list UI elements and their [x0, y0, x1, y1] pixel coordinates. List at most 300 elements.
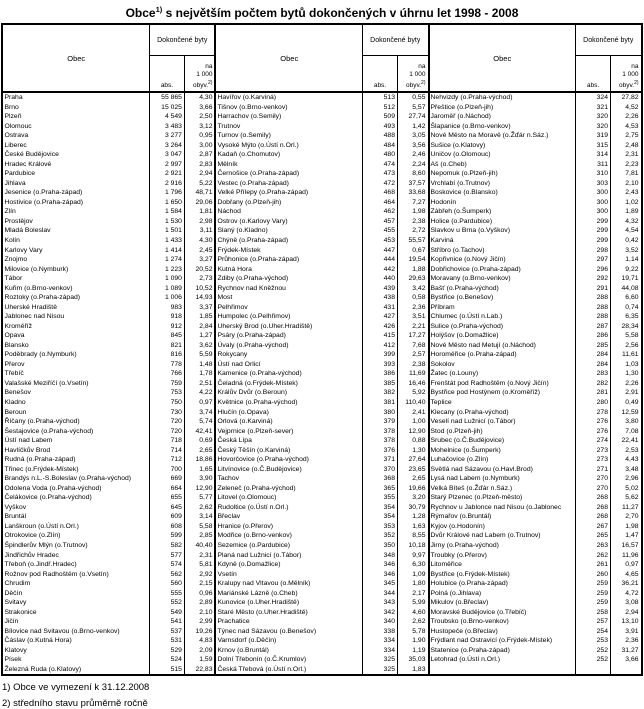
- municipality-name: Rudoltice (o.Ústí n.Orl.): [215, 503, 362, 513]
- dwellings-per-1000: [611, 665, 642, 676]
- dwellings-per-1000: 1,30: [611, 369, 642, 379]
- dwellings-abs: 262: [576, 551, 611, 561]
- municipality-name: Nové Město na Moravě (o.Žďár n.Sáz.): [429, 131, 576, 141]
- municipality-name: Harrachov (o.Semily): [215, 112, 362, 122]
- dwellings-per-1000: 2,43: [611, 188, 642, 198]
- dwellings-abs: 574: [149, 560, 184, 570]
- dwellings-per-1000: 3,27: [184, 255, 215, 265]
- table-row: [2, 436, 641, 446]
- dwellings-abs: 462: [362, 207, 397, 217]
- municipality-name: Hostivice (o.Praha-západ): [4, 198, 84, 206]
- table-row: [2, 274, 641, 284]
- municipality-name: Liberec: [4, 141, 27, 149]
- dwellings-per-1000: 37,57: [397, 179, 428, 189]
- dwellings-abs: 816: [149, 350, 184, 360]
- dwellings-abs: 297: [576, 255, 611, 265]
- municipality-name: Písek: [4, 656, 22, 664]
- dwellings-abs: 350: [362, 541, 397, 551]
- dwellings-abs: 609: [149, 512, 184, 522]
- table-row: [2, 312, 641, 322]
- municipality-name: Nehvizdy (o.Praha-východ): [429, 92, 576, 103]
- dwellings-per-1000: 22,83: [184, 665, 215, 676]
- dwellings-abs: 714: [149, 446, 184, 456]
- dwellings-abs: 378: [362, 436, 397, 446]
- dwellings-abs: 385: [362, 379, 397, 389]
- dwellings-abs: 1 274: [149, 255, 184, 265]
- dwellings-per-1000: 48,71: [184, 188, 215, 198]
- table-row: [2, 122, 641, 132]
- municipality-name: Svitavy: [4, 599, 27, 607]
- dwellings-per-1000: 4,53: [611, 122, 642, 132]
- dwellings-abs: 447: [362, 246, 397, 256]
- dwellings-per-1000: 2,70: [611, 512, 642, 522]
- municipality-name: Praha: [4, 94, 23, 101]
- municipality-name: Troubsko (o.Brno-venkov): [429, 617, 576, 627]
- dwellings-abs: 334: [362, 646, 397, 656]
- municipality-name: Zábřeh (o.Šumperk): [429, 207, 576, 217]
- table-row: [2, 255, 641, 265]
- dwellings-per-1000: 2,10: [184, 608, 215, 618]
- municipality-name: Bašť (o.Praha-východ): [429, 284, 576, 294]
- dwellings-abs: 1 090: [149, 274, 184, 284]
- dwellings-per-1000: 1,48: [184, 360, 215, 370]
- dwellings-abs: 493: [362, 122, 397, 132]
- municipality-name: Jesenice (o.Praha-západ): [4, 189, 83, 197]
- municipality-name: Kutná Hora: [215, 265, 362, 275]
- municipality-name: Staré Město (o.Uher.Hradiště): [215, 608, 362, 618]
- table-row: [2, 617, 641, 627]
- dwellings-per-1000: 42,41: [184, 427, 215, 437]
- dwellings-per-1000: 5,02: [611, 484, 642, 494]
- municipality-name: Příbram: [429, 303, 576, 313]
- municipality-name: Jindřichův Hradec: [4, 551, 59, 559]
- dwellings-abs: 267: [576, 522, 611, 532]
- dwellings-abs: 555: [149, 589, 184, 599]
- dwellings-abs: 288: [576, 303, 611, 313]
- dwellings-abs: 285: [576, 341, 611, 351]
- dwellings-abs: 3 047: [149, 150, 184, 160]
- column-header-abs-1: abs.: [149, 56, 184, 93]
- dwellings-per-1000: 19,71: [611, 274, 642, 284]
- dwellings-per-1000: 1,27: [184, 331, 215, 341]
- dwellings-abs: 599: [149, 531, 184, 541]
- dwellings-abs: 310: [576, 169, 611, 179]
- dwellings-per-1000: 3,05: [397, 131, 428, 141]
- dwellings-abs: 509: [362, 112, 397, 122]
- dwellings-abs: 1 089: [149, 284, 184, 294]
- table-row: [2, 388, 641, 398]
- dwellings-per-1000: 5,92: [397, 388, 428, 398]
- dwellings-per-1000: 12,59: [611, 408, 642, 418]
- dwellings-per-1000: 4,30: [184, 92, 215, 103]
- dwellings-abs: 473: [362, 169, 397, 179]
- footnote-2: 2) středního stavu průměrně ročně: [2, 698, 148, 709]
- municipality-name: Klatovy: [4, 646, 27, 654]
- municipality-name: Rychnov nad Kněžnou: [215, 284, 362, 294]
- municipality-name: Klecany (o.Praha-východ): [429, 408, 576, 418]
- dwellings-abs: 270: [576, 474, 611, 484]
- dwellings-abs: 343: [362, 598, 397, 608]
- dwellings-abs: 252: [576, 646, 611, 656]
- municipality-name: Psáry (o.Praha-západ): [215, 331, 362, 341]
- dwellings-per-1000: 0,58: [397, 293, 428, 303]
- dwellings-per-1000: 1,89: [611, 207, 642, 217]
- dwellings-abs: 346: [362, 570, 397, 580]
- dwellings-per-1000: 2,45: [184, 246, 215, 256]
- title-rest: s největším počtem bytů dokončených v úhrnu let 1998 - 2008: [162, 6, 519, 20]
- dwellings-per-1000: 3,66: [184, 103, 215, 113]
- municipality-name: [429, 665, 576, 676]
- municipality-name: Přerov: [4, 360, 25, 368]
- municipality-name: Srubec (o.Č.Budějovice): [429, 436, 576, 446]
- dwellings-abs: 252: [576, 655, 611, 665]
- dwellings-per-1000: 10,18: [397, 541, 428, 551]
- dwellings-abs: 2 921: [149, 169, 184, 179]
- dwellings-abs: 299: [576, 236, 611, 246]
- municipality-name: Kdyně (o.Domažlice): [215, 560, 362, 570]
- dwellings-per-1000: 2,73: [184, 274, 215, 284]
- table-row: [2, 417, 641, 427]
- dwellings-per-1000: 110,40: [397, 398, 428, 408]
- table-row: [2, 322, 641, 332]
- municipality-name: Dobřany (o.Plzeň-jih): [215, 198, 362, 208]
- municipality-name: Horoměřice (o.Praha-západ): [429, 350, 576, 360]
- municipality-name: Poděbrady (o.Nymburk): [4, 351, 77, 359]
- column-header-per-1000-1: na 1 000 obyv.$^{2)}$: [184, 56, 215, 93]
- municipality-name: Ústí nad Labem: [4, 437, 53, 445]
- dwellings-per-1000: 2,65: [184, 446, 215, 456]
- municipality-name: Mariánské Lázně (o.Cheb): [215, 589, 362, 599]
- municipality-name: Slavkov u Brna (o.Vyškov): [429, 226, 576, 236]
- dwellings-abs: 257: [576, 617, 611, 627]
- dwellings-abs: 263: [576, 541, 611, 551]
- municipality-name: České Budějovice: [4, 151, 59, 159]
- dwellings-per-1000: 0,49: [611, 398, 642, 408]
- dwellings-per-1000: 7,27: [397, 198, 428, 208]
- municipality-name: Břeclav: [215, 512, 362, 522]
- municipality-name: Zlín: [4, 208, 16, 216]
- dwellings-abs: 291: [576, 284, 611, 294]
- dwellings-abs: 412: [362, 341, 397, 351]
- dwellings-per-1000: 2,87: [184, 150, 215, 160]
- municipality-name: Kralupy nad Vltavou (o.Mělník): [215, 579, 362, 589]
- dwellings-per-1000: 3,56: [397, 141, 428, 151]
- dwellings-per-1000: 2,38: [397, 217, 428, 227]
- dwellings-abs: 288: [576, 293, 611, 303]
- dwellings-per-1000: 30,79: [397, 503, 428, 513]
- dwellings-abs: 278: [576, 408, 611, 418]
- municipalities-table: [1, 23, 642, 676]
- dwellings-per-1000: 4,43: [611, 455, 642, 465]
- column-header-dokoncene-byty-3: Dokončené byty: [576, 24, 642, 56]
- dwellings-per-1000: 16,46: [397, 379, 428, 389]
- municipality-name: Rudná (o.Praha-západ): [4, 456, 76, 464]
- municipality-name: Karlovy Vary: [4, 246, 43, 254]
- table-row: [2, 608, 641, 618]
- dwellings-per-1000: 1,28: [397, 512, 428, 522]
- dwellings-abs: 286: [576, 331, 611, 341]
- municipality-name: Špindlerův Mlýn (o.Trutnov): [4, 541, 88, 549]
- dwellings-per-1000: 3,37: [184, 303, 215, 313]
- dwellings-per-1000: 1,14: [611, 255, 642, 265]
- dwellings-abs: 381: [362, 398, 397, 408]
- column-header-per-1000-2: na 1 000 obyv.$^{2)}$: [397, 56, 428, 93]
- dwellings-per-1000: 2,83: [184, 160, 215, 170]
- dwellings-per-1000: 2,50: [184, 112, 215, 122]
- municipality-name: Květnice (o.Praha-východ): [215, 398, 362, 408]
- municipality-name: Vyškov: [4, 503, 27, 511]
- dwellings-per-1000: 3,12: [184, 122, 215, 132]
- municipality-name: Nové Město nad Metují (o.Náchod): [429, 341, 576, 351]
- dwellings-abs: 426: [362, 322, 397, 332]
- municipality-name: Kyjov (o.Hodonín): [429, 522, 576, 532]
- dwellings-per-1000: 2,51: [184, 379, 215, 389]
- dwellings-abs: 299: [576, 226, 611, 236]
- table-row: [2, 226, 641, 236]
- dwellings-per-1000: 0,97: [184, 398, 215, 408]
- dwellings-per-1000: 5,22: [184, 179, 215, 189]
- dwellings-per-1000: 35,03: [397, 655, 428, 665]
- dwellings-per-1000: 2,94: [184, 169, 215, 179]
- municipality-name: Starý Plzenec (o.Plzeň-město): [429, 493, 576, 503]
- dwellings-per-1000: 4,83: [184, 636, 215, 646]
- dwellings-abs: 1 584: [149, 207, 184, 217]
- dwellings-abs: 438: [362, 293, 397, 303]
- table-row: [2, 92, 641, 103]
- dwellings-per-1000: 1,09: [397, 570, 428, 580]
- dwellings-per-1000: 1,85: [184, 312, 215, 322]
- municipality-name: Moravany (o.Brno-venkov): [429, 274, 576, 284]
- municipality-name: Tábor: [4, 275, 23, 283]
- dwellings-per-1000: 2,46: [397, 150, 428, 160]
- municipality-name: Hradec Králové: [4, 160, 52, 168]
- dwellings-abs: 274: [576, 436, 611, 446]
- table-row: [2, 160, 641, 170]
- dwellings-abs: 354: [362, 503, 397, 513]
- municipality-name: Černošice (o.Praha-západ): [215, 169, 362, 179]
- dwellings-abs: 393: [362, 360, 397, 370]
- dwellings-abs: 265: [576, 531, 611, 541]
- dwellings-abs: 268: [576, 512, 611, 522]
- municipality-name: Olomouc: [4, 122, 32, 130]
- dwellings-abs: 300: [576, 198, 611, 208]
- dwellings-per-1000: 33,68: [397, 188, 428, 198]
- table-row: [2, 217, 641, 227]
- dwellings-abs: 276: [576, 417, 611, 427]
- dwellings-per-1000: 0,88: [397, 436, 428, 446]
- table-header: [2, 24, 641, 92]
- municipality-name: Kopřivnice (o.Nový Jičín): [429, 255, 576, 265]
- dwellings-abs: 399: [362, 350, 397, 360]
- dwellings-abs: 276: [576, 427, 611, 437]
- dwellings-per-1000: 8,60: [397, 169, 428, 179]
- dwellings-abs: 325: [362, 665, 397, 676]
- municipality-name: Chrudim: [4, 580, 31, 588]
- dwellings-per-1000: 9,97: [397, 551, 428, 561]
- municipality-name: Plzeň: [4, 113, 22, 121]
- municipality-name: Luhačovice (o.Zlín): [429, 455, 576, 465]
- dwellings-abs: 549: [149, 608, 184, 618]
- dwellings-abs: 280: [576, 398, 611, 408]
- dwellings-abs: 700: [149, 465, 184, 475]
- municipality-name: Velká Bíteš (o.Žďár n.Sáz.): [429, 484, 576, 494]
- dwellings-abs: 912: [149, 322, 184, 332]
- municipality-name: Česká Lípa: [215, 436, 362, 446]
- dwellings-per-1000: 5,62: [611, 493, 642, 503]
- table-row: [2, 598, 641, 608]
- dwellings-abs: 474: [362, 160, 397, 170]
- dwellings-per-1000: 19,54: [397, 255, 428, 265]
- dwellings-abs: 1 796: [149, 188, 184, 198]
- dwellings-abs: 821: [149, 341, 184, 351]
- dwellings-per-1000: 19,66: [397, 484, 428, 494]
- table-row: [2, 141, 641, 151]
- dwellings-abs: 300: [576, 188, 611, 198]
- municipality-name: Dvůr Králové nad Labem (o.Trutnov): [429, 531, 576, 541]
- dwellings-abs: 342: [362, 608, 397, 618]
- footnote-1: 1) Obce ve vymezení k 31.12.2008: [2, 682, 150, 694]
- dwellings-per-1000: 3,52: [611, 246, 642, 256]
- dwellings-per-1000: 2,89: [184, 598, 215, 608]
- table-row: [2, 408, 641, 418]
- dwellings-per-1000: 1,80: [397, 579, 428, 589]
- dwellings-abs: 664: [149, 484, 184, 494]
- municipality-name: Litvínovice (o.Č.Budějovice): [215, 465, 362, 475]
- dwellings-per-1000: 2,72: [397, 226, 428, 236]
- header-row-top: [2, 24, 641, 56]
- column-header-per-1000-3: na 1 000 obyv.$^{2)}$: [611, 56, 642, 93]
- municipality-name: Rokycany: [215, 350, 362, 360]
- dwellings-abs: 268: [576, 493, 611, 503]
- dwellings-per-1000: 1,98: [611, 522, 642, 532]
- municipality-name: Aš (o.Cheb): [429, 160, 576, 170]
- dwellings-per-1000: 5,74: [184, 417, 215, 427]
- dwellings-abs: 55 865: [149, 92, 184, 103]
- dwellings-abs: 378: [362, 427, 397, 437]
- table-body: [2, 92, 641, 675]
- dwellings-per-1000: 1,47: [611, 531, 642, 541]
- municipality-name: Kolín: [4, 236, 20, 244]
- dwellings-per-1000: 4,54: [611, 226, 642, 236]
- municipality-name: Jablonec nad Nisou: [4, 313, 65, 321]
- dwellings-abs: 753: [149, 388, 184, 398]
- table-row: [2, 369, 641, 379]
- municipality-name: Jaroměř (o.Náchod): [429, 112, 576, 122]
- municipality-name: Holubice (o.Praha-západ): [429, 579, 576, 589]
- dwellings-abs: 537: [149, 627, 184, 637]
- dwellings-per-1000: 2,99: [184, 617, 215, 627]
- dwellings-per-1000: 11,27: [611, 503, 642, 513]
- dwellings-per-1000: 0,95: [184, 131, 215, 141]
- dwellings-abs: 315: [576, 141, 611, 151]
- municipality-name: Jičín: [4, 618, 19, 626]
- dwellings-abs: 353: [362, 522, 397, 532]
- dwellings-per-1000: 40,40: [184, 541, 215, 551]
- municipality-name: Kladno: [4, 399, 26, 406]
- dwellings-per-1000: 18,86: [184, 455, 215, 465]
- dwellings-per-1000: 1,63: [397, 522, 428, 532]
- dwellings-per-1000: 0,97: [611, 560, 642, 570]
- dwellings-abs: 560: [149, 579, 184, 589]
- dwellings-per-1000: 2,31: [184, 551, 215, 561]
- dwellings-abs: 270: [576, 484, 611, 494]
- municipality-name: Třinec (o.Frýdek-Místek): [4, 465, 79, 473]
- dwellings-per-1000: 2,91: [611, 388, 642, 398]
- municipality-name: Hranice (o.Přerov): [215, 522, 362, 532]
- dwellings-per-1000: 27,82: [611, 92, 642, 103]
- dwellings-abs: 298: [576, 246, 611, 256]
- dwellings-per-1000: 3,42: [397, 284, 428, 294]
- dwellings-per-1000: 2,85: [184, 531, 215, 541]
- municipality-name: Ostrov (o.Karlovy Vary): [215, 217, 362, 227]
- municipality-name: Tišnov (o.Brno-venkov): [215, 103, 362, 113]
- municipality-name: Pardubice: [4, 170, 36, 178]
- table-row: [2, 341, 641, 351]
- dwellings-per-1000: 7,81: [611, 169, 642, 179]
- table-row: [2, 579, 641, 589]
- dwellings-per-1000: 14,93: [184, 293, 215, 303]
- municipality-name: Strakonice: [4, 608, 37, 616]
- municipality-name: Beroun: [4, 408, 27, 416]
- table-row: [2, 627, 641, 637]
- municipality-name: Planá nad Lužnicí (o.Tábor): [215, 551, 362, 561]
- dwellings-per-1000: 3,51: [397, 312, 428, 322]
- municipality-name: Uherské Hradiště: [4, 303, 57, 311]
- dwellings-per-1000: 0,55: [397, 92, 428, 103]
- municipality-name: Dolní Třebonín (o.Č.Krumlov): [215, 655, 362, 665]
- dwellings-abs: 287: [576, 322, 611, 332]
- dwellings-abs: 442: [362, 265, 397, 275]
- municipality-name: Modřice (o.Brno-venkov): [215, 531, 362, 541]
- dwellings-abs: 4 549: [149, 112, 184, 122]
- dwellings-abs: 655: [149, 493, 184, 503]
- dwellings-abs: 515: [149, 665, 184, 676]
- municipality-name: Nepomuk (o.Plzeň-jih): [429, 169, 576, 179]
- page-title: [0, 0, 644, 20]
- table-row: [2, 131, 641, 141]
- dwellings-per-1000: 0,74: [611, 303, 642, 313]
- dwellings-per-1000: 0,42: [611, 236, 642, 246]
- dwellings-per-1000: 2,84: [184, 322, 215, 332]
- dwellings-per-1000: 20,52: [184, 265, 215, 275]
- column-header-abs-3: abs.: [576, 56, 611, 93]
- dwellings-abs: [576, 665, 611, 676]
- dwellings-abs: 529: [149, 646, 184, 656]
- dwellings-per-1000: 2,09: [184, 646, 215, 656]
- dwellings-per-1000: 2,38: [397, 360, 428, 370]
- dwellings-per-1000: 2,26: [611, 112, 642, 122]
- dwellings-per-1000: 2,53: [611, 446, 642, 456]
- dwellings-per-1000: 2,41: [397, 408, 428, 418]
- dwellings-per-1000: 8,55: [397, 531, 428, 541]
- dwellings-abs: 608: [149, 522, 184, 532]
- dwellings-abs: 645: [149, 503, 184, 513]
- dwellings-abs: 513: [362, 92, 397, 103]
- municipality-name: Litoměřice: [429, 560, 576, 570]
- column-header-obec-2: Obec: [215, 24, 362, 92]
- dwellings-per-1000: 4,22: [184, 388, 215, 398]
- municipality-name: Brandýs n.L.-S.Boleslav (o.Praha-východ): [4, 475, 132, 483]
- title-prefix: Obce: [125, 6, 156, 20]
- dwellings-abs: 524: [149, 655, 184, 665]
- dwellings-per-1000: 2,15: [184, 579, 215, 589]
- dwellings-abs: 512: [362, 103, 397, 113]
- dwellings-abs: 1 006: [149, 293, 184, 303]
- dwellings-abs: 303: [576, 179, 611, 189]
- municipality-name: Bystřice (o.Benešov): [429, 293, 576, 303]
- dwellings-abs: 457: [362, 217, 397, 227]
- dwellings-abs: 3 483: [149, 122, 184, 132]
